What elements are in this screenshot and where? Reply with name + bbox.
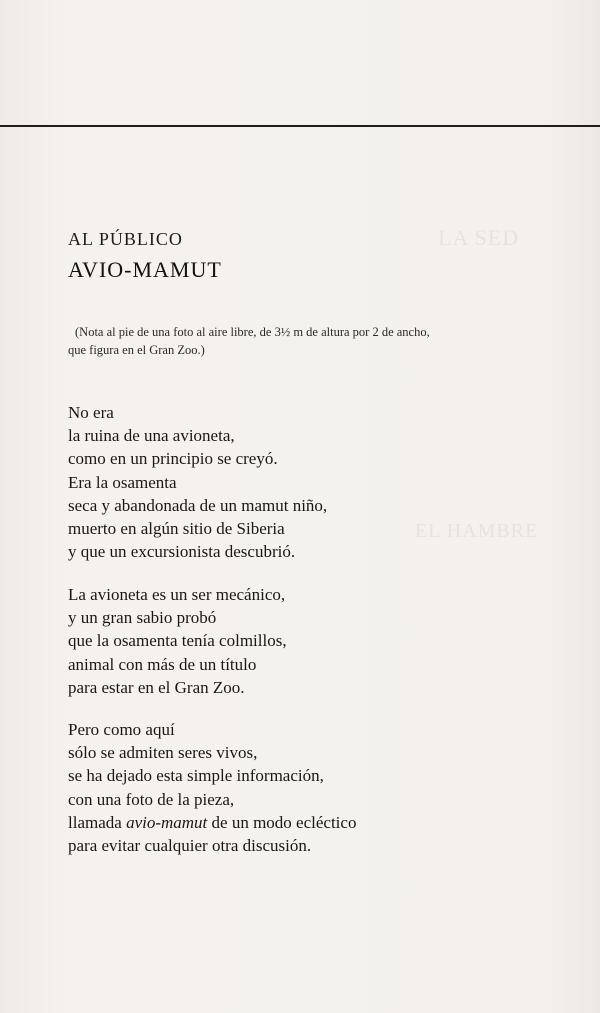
verse-line: como en un principio se creyó.	[68, 449, 278, 469]
verse-line: para estar en el Gran Zoo.	[68, 677, 245, 697]
note-line-2: que figura en el Gran Zoo.)	[68, 343, 205, 357]
verse-line: la ruina de una avioneta,	[68, 426, 235, 446]
verse-line: animal con más de un título	[68, 654, 257, 674]
verse-line: se ha dejado esta simple información,	[68, 766, 324, 786]
verse-line: con una foto de la pieza,	[68, 789, 235, 809]
stanza-2	[68, 583, 287, 699]
stanza-1	[68, 401, 327, 563]
verse-italic-term: avio-mamut	[126, 812, 208, 832]
verse-line: La avioneta es un ser mecánico,	[68, 585, 286, 604]
poem-note	[68, 323, 558, 359]
verse-line: seca y abandonada de un mamut niño,	[68, 495, 328, 515]
show-through-heading: LA SED	[438, 225, 520, 250]
verse-line: y un gran sabio probó	[68, 608, 217, 628]
verse-line: para evitar cualquier otra discusión.	[68, 836, 312, 856]
note-line-1: (Nota al pie de una foto al aire libre, de 3½ m de altura por 2 de ancho,	[75, 325, 430, 339]
verse-line: Pero como aquí	[68, 720, 175, 739]
verse-line: sólo se admiten seres vivos,	[68, 743, 258, 763]
verse-line	[68, 811, 356, 834]
verse-line: y que un excursionista descubrió.	[68, 542, 296, 562]
verse-line: muerto en algún sitio de Siberia	[68, 519, 285, 539]
top-rule	[0, 125, 600, 127]
poem-title: AVIO-MAMUT	[68, 257, 222, 282]
show-through-heading-2: EL HAMBRE	[415, 520, 539, 542]
verse-text: de un modo ecléctico	[207, 812, 357, 832]
verse-text: llamada	[68, 812, 127, 832]
verse-line: que la osamenta tenía colmillos,	[68, 631, 287, 651]
verse-line: No era	[68, 403, 114, 422]
verse-line: Era la osamenta	[68, 472, 177, 492]
section-heading: AL PÚBLICO	[68, 229, 183, 249]
stanza-3	[68, 718, 356, 857]
